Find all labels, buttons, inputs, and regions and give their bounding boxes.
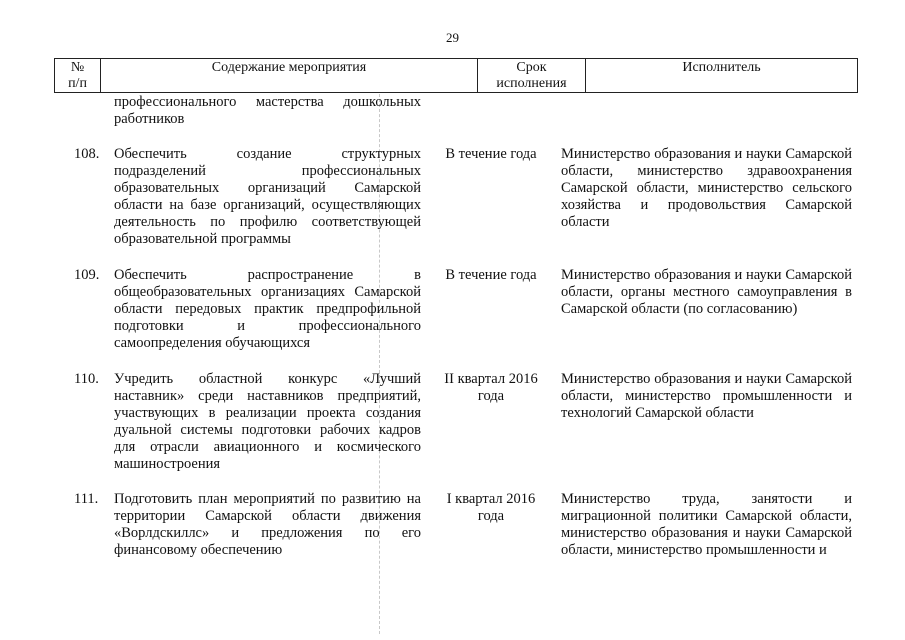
row-number: 110. xyxy=(74,371,99,387)
row-number: 108. xyxy=(74,146,100,162)
row-number: 109. xyxy=(74,267,100,283)
row-number: 111. xyxy=(74,491,99,507)
table-header xyxy=(54,58,858,93)
row-term: II квартал 2016 года xyxy=(444,371,538,404)
header-executor: Исполнитель xyxy=(682,60,761,75)
header-term: Срок исполнения xyxy=(478,59,586,92)
row-content: Обеспечить распространение в общеобразовательных организациях Самарской области передовых практик предпрофильной подготовки и профессионального самоопределения обучающихся xyxy=(114,267,421,351)
row-term: В течение года xyxy=(445,267,537,283)
row-content: Подготовить план мероприятий по развитию на территории Самарской области движения «Ворлдскиллс» и предложения по его финансовому обеспечению xyxy=(114,491,421,558)
row-term: В течение года xyxy=(445,146,537,162)
row-executor: Министерство образования и науки Самарской области, министерство промышленности и технологий Самарской области xyxy=(561,371,852,421)
header-content: Содержание мероприятия xyxy=(101,59,478,92)
row-executor: Министерство труда, занятости и миграционной политики Самарской области, министерство образования и науки Самарской области, министерство промышленности и xyxy=(561,491,852,558)
row-term: I квартал 2016 года xyxy=(446,491,536,524)
row-executor: Министерство образования и науки Самарской области, органы местного самоуправления в Самарской области (по согласованию) xyxy=(561,267,852,317)
header-num: № п/п xyxy=(55,59,101,92)
row-content: Обеспечить создание структурных подразделений профессиональных образовательных организаций Самарской области на базе организаций, осуществляющих деятельность по профилю соответствующей образовательной программы xyxy=(114,146,421,247)
page-number: 29 xyxy=(446,30,459,45)
continuation-text: профессионального мастерства дошкольных работников xyxy=(114,94,421,127)
row-content: Учредить областной конкурс «Лучший наставник» среди наставников предприятий, участвующих в реализации проекта создания дуальной системы подготовки рабочих кадров для отрасли авиационного и космического машиностроения xyxy=(114,371,421,472)
row-executor: Министерство образования и науки Самарской области, министерство здравоохранения Самарской области, министерство сельского хозяйства и продовольствия Самарской области xyxy=(561,146,852,230)
